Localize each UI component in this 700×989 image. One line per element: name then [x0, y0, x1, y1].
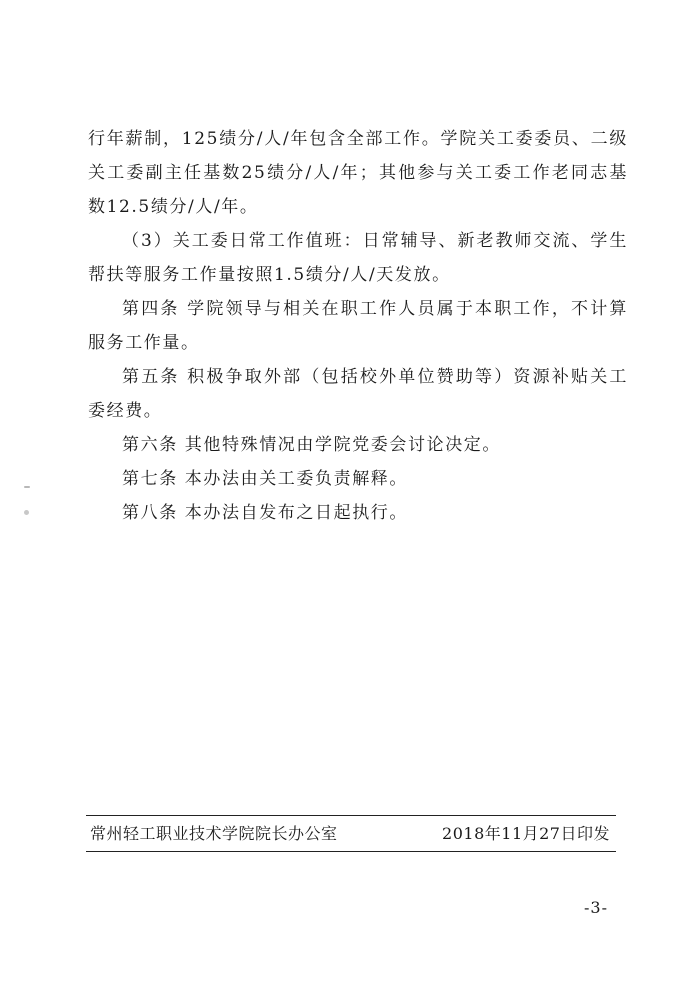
footer-top-rule — [86, 815, 616, 816]
footer-issue-date: 2018年11月27日印发 — [442, 824, 610, 843]
paragraph-article-4: 第四条 学院领导与相关在职工作人员属于本职工作，不计算服务工作量。 — [88, 299, 628, 353]
footer-bottom-rule — [86, 851, 616, 852]
scan-artifact — [24, 510, 29, 515]
page-number: -3- — [584, 898, 608, 917]
document-body — [88, 122, 628, 530]
paragraph-item-3: （3）关工委日常工作值班：日常辅导、新老教师交流、学生帮扶等服务工作量按照1.5绩分/人/天发放。 — [88, 231, 628, 285]
paragraph-article-6: 第六条 其他特殊情况由学院党委会讨论决定。 — [122, 435, 502, 455]
scan-artifact — [24, 486, 30, 488]
paragraph-article-8: 第八条 本办法自发布之日起执行。 — [122, 503, 409, 523]
paragraph-article-5: 第五条 积极争取外部（包括校外单位赞助等）资源补贴关工委经费。 — [88, 367, 628, 421]
footer-issuer: 常州轻工职业技术学院院长办公室 — [90, 824, 338, 843]
paragraph-continuation: 行年薪制，125绩分/人/年包含全部工作。学院关工委委员、二级关工委副主任基数25绩分/人/年；其他参与关工委工作老同志基数12.5绩分/人/年。 — [88, 129, 628, 217]
paragraph-article-7: 第七条 本办法由关工委负责解释。 — [122, 469, 409, 489]
